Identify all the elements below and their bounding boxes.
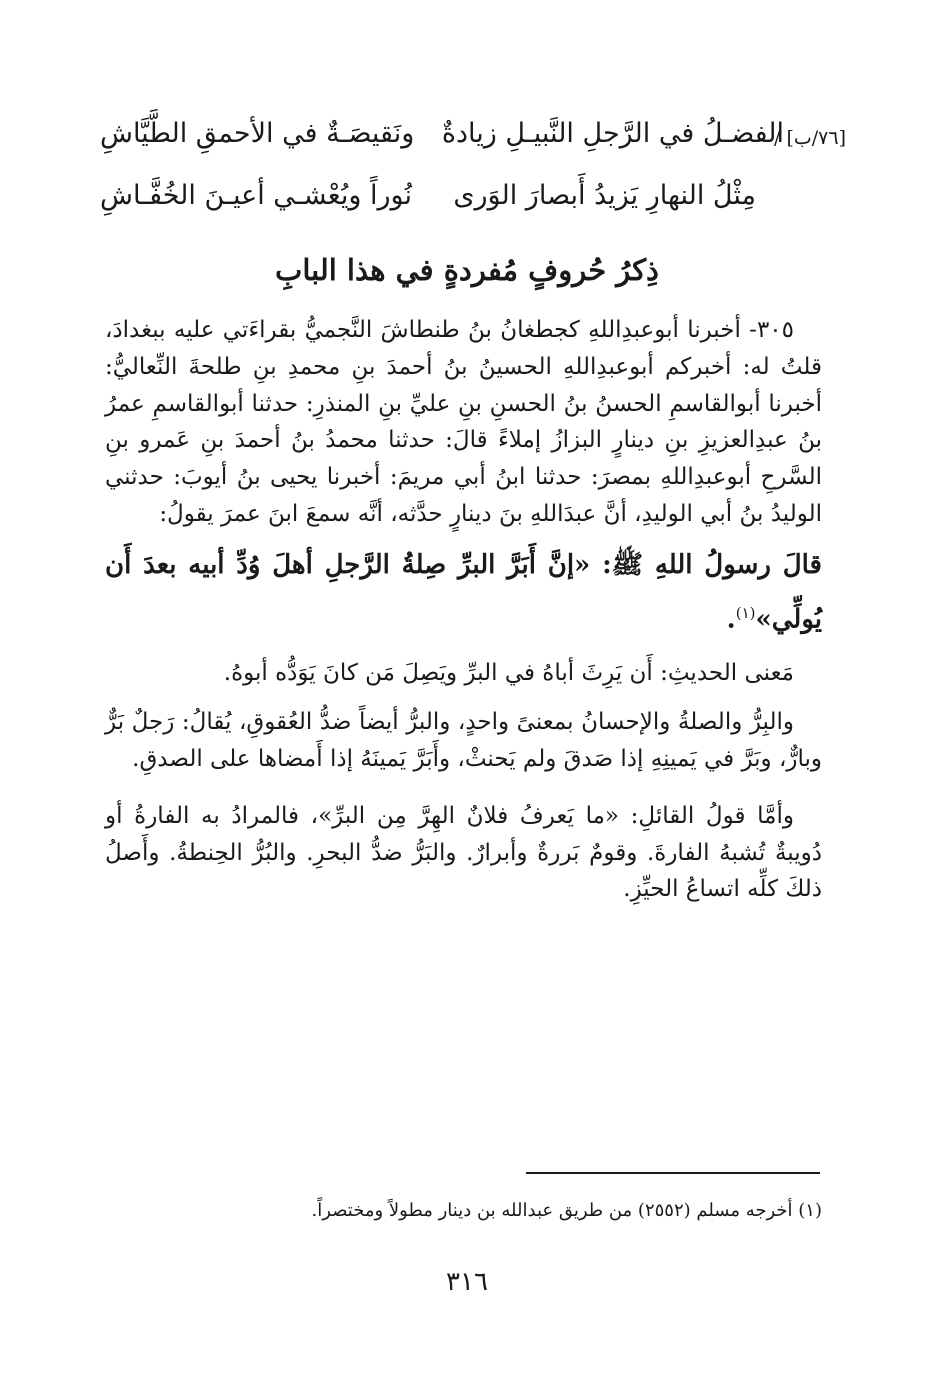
verse-1-second-hemistich: ونَقيصَـةٌ في الأحمقِ الطَّيَّاشِ — [100, 118, 415, 149]
poem-verses — [100, 112, 844, 236]
verse-2-first-hemistich: مِثْلُ النهارِ يَزيدُ أَبصارَ الوَرى — [453, 180, 756, 211]
hadith-paragraph — [105, 541, 822, 644]
isnad-paragraph: ٣٠٥- أخبرنا أبوعبدِاللهِ كجطغانُ بنُ طنطاشَ النَّجميُّ بقراءَتي عليه ببغدادَ، قلتُ له: أخبركم أبوعبدِاللهِ الحسينُ بنُ أحمدَ بنِ محمدِ بنِ طلحةَ النِّعاليُّ: أخبرنا أبوالقاسمِ الحسنُ بنُ الحسنِ بنِ عليِّ بنِ المنذرِ: حدثنا أبوالقاسمِ عمرُ بنُ عبدِالعزيزِ بنِ دينارٍ البزازُ إملاءً قالَ: حدثنا محمدُ بنُ أحمدَ بنِ عَمرو بنِ السَّرحِ أبوعبدِاللهِ بمصرَ: حدثنا ابنُ أبي مريمَ: أخبرنا يحيى بنُ أيوبَ: حدثني الوليدُ بنُ أبي الوليدِ، أنَّ عبدَاللهِ بنَ دينارٍ حدَّثه، أنَّه سمعَ ابنَ عمرَ يقولُ: — [105, 317, 822, 527]
section-heading: ذِكرُ حُروفٍ مُفردةٍ في هذا البابِ — [275, 253, 659, 287]
footnote-separator — [526, 1172, 820, 1174]
footnote: (١) أخرجه مسلم (٢٥٥٢) من طريق عبدالله بن دينار مطولاً ومختصراً. — [311, 1200, 822, 1221]
verse-2 — [100, 174, 844, 236]
proverb-paragraph: وأمَّا قولُ القائلِ: «ما يَعرفُ فلانٌ الهِرَّ مِن البرِّ»، فالمرادُ به الفارةُ أو دُويبةٌ تُشبهُ الفارةَ. وقومٌ بَررةٌ وأبرارٌ. والبَرُّ ضدُّ البحرِ. والبُرُّ الحِنطةُ. وأَصلُ ذلكَ كلِّه اتساعُ الحيِّزِ. — [105, 802, 822, 903]
page-number: ٣١٦ — [446, 1267, 488, 1297]
meaning-paragraph: مَعنى الحديثِ: أَن يَرِثَ أباهُ في البرِّ ويَصِلَ مَن كانَ يَوَدُّه أبوهُ. — [223, 660, 794, 687]
birr-paragraph: والبِرُّ والصلةُ والإحسانُ بمعنىً واحدٍ، والبرُّ أيضاً ضدُّ العُقوقِ، يُقالُ: رَجلٌ بَرٌّ وبارٌّ، وبَرَّ في يَمينِهِ إذا صَدقَ ولم يَحنثْ، وأَبَرَّ يَمينَهُ إذا أَمضاها على الصدقِ. — [105, 709, 822, 773]
verse-2-second-hemistich: نُوراً ويُعْشـي أعيـنَ الخُفَّـاشِ — [100, 180, 412, 211]
hadith-text: قالَ رسولُ اللهِ ﷺ: «إنَّ أَبَرَّ البرِّ صِلةُ الرَّجلِ أهلَ وُدِّ أبيه بعدَ أَن يُولِّي» — [105, 549, 822, 635]
main-text — [105, 312, 822, 908]
hadith-period: . — [726, 604, 736, 635]
manuscript-folio-marker: [٧٦/ب] / — [774, 127, 846, 149]
verse-1-first-hemistich: الفضـلُ في الرَّجلِ النَّبيـلِ زيادةٌ — [441, 118, 784, 149]
footnote-reference: (١) — [735, 603, 756, 622]
verse-1 — [100, 112, 844, 174]
